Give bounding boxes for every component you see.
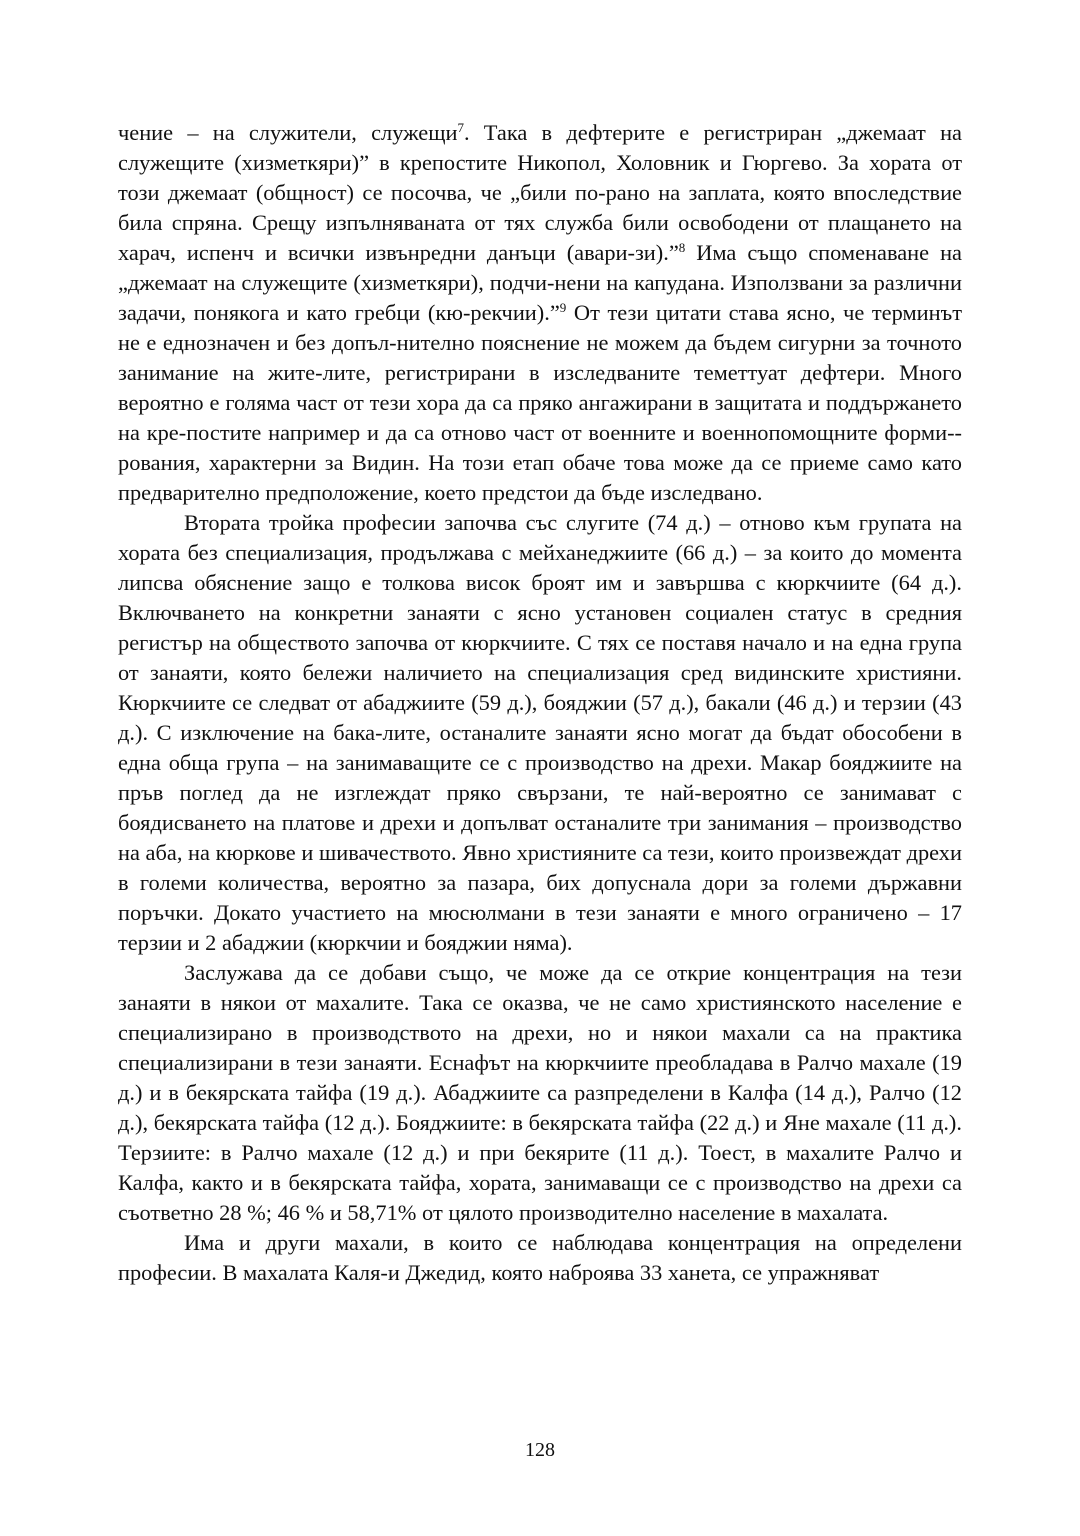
footnote-ref-7[interactable]: 7 — [457, 120, 464, 135]
paragraph-3 — [118, 958, 962, 1228]
paragraph-1-text: . Така в дефтерите е регистриран „джемаат на служещите (хизметкяри)” в крепостите Никопол, Холовник и Гюргево. За хората от този джемаат (общност) се посочва, че „били по-рано на заплата, която впоследствие била спряна. Срещу изпълняваната от тях служба били освободени от плащането на харач, испенч и всички извънредни данъци (авари-зи).” — [118, 120, 962, 265]
paragraph-1-text: Има също споменаване на „джемаат на служещите (хизметкяри), подчи-нени на капудана. Използвани за различни задачи, понякога и като гребци (кю-рекчии).” — [118, 240, 962, 325]
paragraph-4 — [118, 1228, 962, 1288]
paragraph-4-text: Има и други махали, в които се наблюдава концентрация на определени професии. В махалата Каля-и Джедид, която наброява 33 ханета, се упражняват — [118, 1230, 962, 1285]
footnote-ref-8[interactable]: 8 — [678, 240, 686, 255]
paragraph-1-text: чение – на служители, служещи — [118, 120, 458, 145]
paragraph-1-text: От тези цитати става ясно, че терминът не е еднозначен и без допъл-нително пояснение не можем да бъдем сигурни за точното занимание на жите-лите, регистрирани в изследваните теметтуат дефтери. Много вероятно е голяма част от тези хора да са пряко ангажирани в защитата и поддържането на кре-постите например и да са отново част от военните и военнопомощните форми-рования, характерни за Видин. На този етап обаче това може да се приеме само като предварително предположение, което предстои да бъде изследвано. — [118, 300, 962, 505]
page-number: 128 — [525, 1439, 555, 1461]
page-body — [118, 118, 962, 1288]
paragraph-1 — [118, 118, 962, 508]
paragraph-3-text: Заслужава да се добави също, че може да се открие концентрация на тези занаяти в някои от махалите. Така се оказва, че не само християнското население е специализирано в производството на дрехи, но и някои махали са на практика специализирани в тези занаяти. Еснафът на кюркчиите преобладава в Ралчо махале (19 д.) и в бекярската тайфа (19 д.). Абаджиите са разпределени в Калфа (14 д.), Ралчо (12 д.), бекярската тайфа (12 д.). Бояджиите: в бекярската тайфа (22 д.) и Яне махале (11 д.). Терзиите: в Ралчо махале (12 д.) и при бекярите (11 д.). Тоест, в махалите Ралчо и Калфа, както и в бекярската тайфа, хората, занимаващи се с производство на дрехи са съответно 28 %; 46 % и 58,71% от цялото производително население в махалата. — [118, 960, 962, 1225]
footnote-ref-9[interactable]: 9 — [559, 300, 567, 315]
paragraph-2 — [118, 508, 962, 958]
paragraph-2-text: Втората тройка професии започва със слугите (74 д.) – отново към групата на хората без специализация, продължава с мейханеджиите (66 д.) – за които до момента липсва обяснение защо е толкова висок броят им и завършва с кюркчиите (64 д.). Включването на конкретни занаяти с ясно установен социален статус в средния регистър на обществото започва от кюркчиите. С тях се поставя начало и на една група от занаяти, която бележи наличието на специализация сред видинските християни. Кюркчиите се следват от абаджиите (59 д.), бояджии (57 д.), бакали (46 д.) и терзии (43 д.). С изключение на бака-лите, останалите занаяти ясно могат да бъдат обособени в една обща група – на занимаващите се с производство на дрехи. Макар бояджиите на пръв поглед да не изглеждат пряко свързани, те най-вероятно се занимават с боядисването на платове и дрехи и допълват останалите три занимания – производство на аба, на кюркове и шивачеството. Явно християните са тези, които произвеждат дрехи в големи количества, вероятно за пазара, бих допуснала дори за големи държавни поръчки. Докато участието на мюсюлмани в тези занаяти е много ограничено – 17 терзии и 2 абаджии (кюркчии и бояджии няма). — [118, 510, 962, 955]
